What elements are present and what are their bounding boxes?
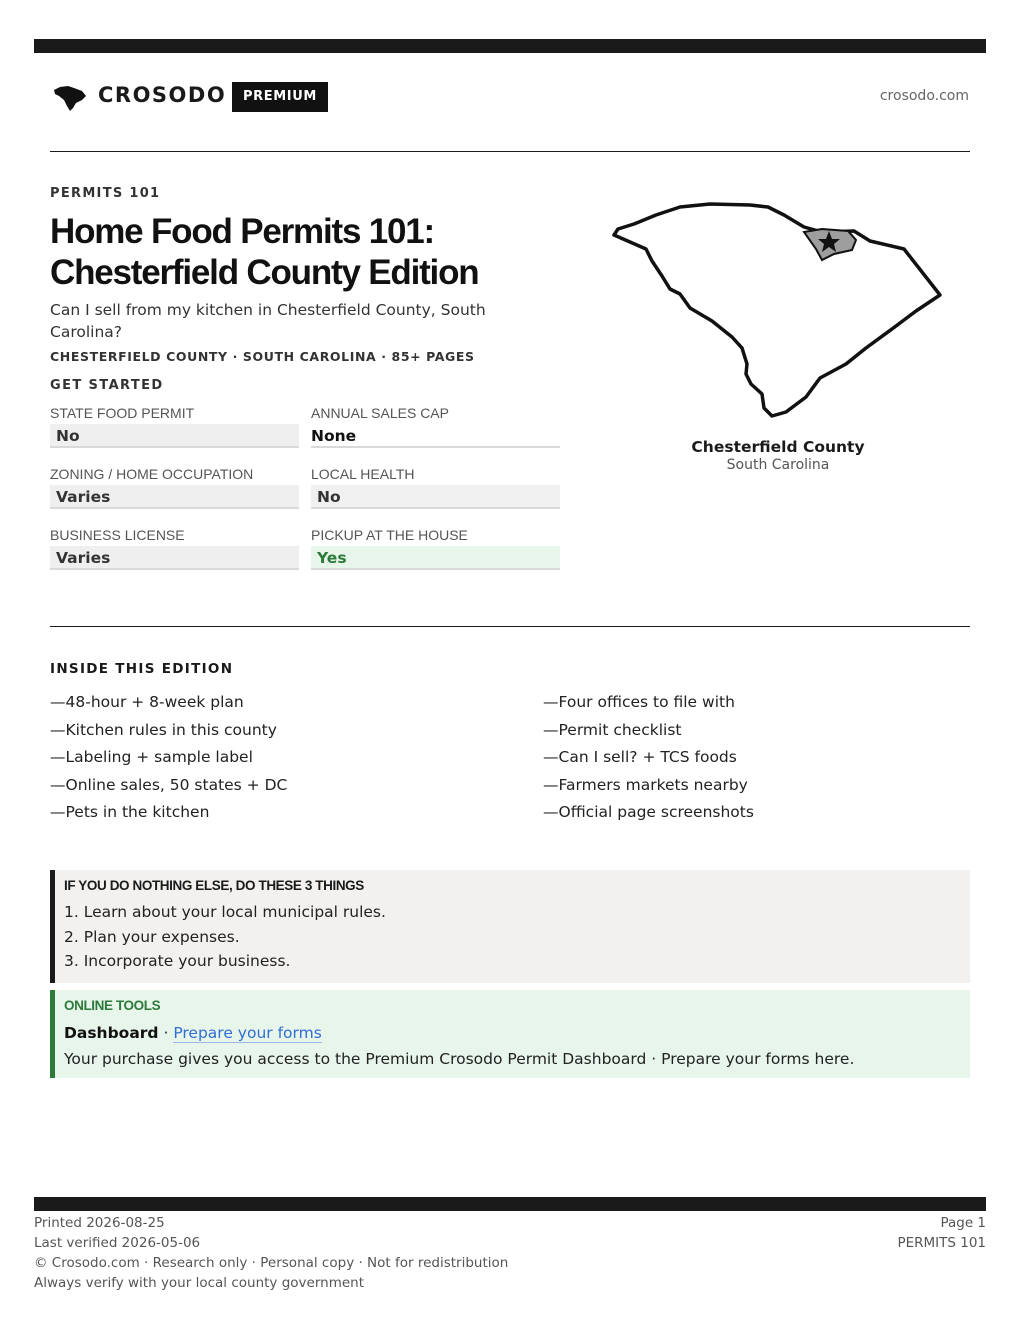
fact-zoning-home-occupation bbox=[50, 465, 299, 509]
fact-pickup-at-the-house bbox=[311, 526, 560, 570]
bottom-rule-bar bbox=[34, 1197, 986, 1211]
copyright-notice: © Crosodo.com · Research only · Personal copy · Not for redistribution bbox=[34, 1255, 509, 1271]
brand-name: CROSODO bbox=[98, 83, 227, 107]
fact-label: BUSINESS LICENSE bbox=[50, 527, 185, 543]
fact-business-license bbox=[50, 526, 299, 570]
list-item: —Pets in the kitchen bbox=[50, 803, 210, 821]
map-county-name: Chesterfield County bbox=[691, 438, 865, 456]
south-carolina-logo-icon bbox=[52, 84, 88, 112]
prepare-forms-link[interactable]: Prepare your forms bbox=[173, 1024, 322, 1042]
list-item: 1. Learn about your local municipal rules. bbox=[64, 903, 386, 921]
tips-list bbox=[64, 900, 970, 974]
page-header bbox=[50, 80, 970, 114]
callout-heading: IF YOU DO NOTHING ELSE, DO THESE 3 THINGS bbox=[64, 878, 364, 893]
footer-left bbox=[34, 1213, 508, 1293]
site-url-link[interactable]: crosodo.com bbox=[879, 88, 969, 104]
tools-links-line bbox=[64, 1020, 970, 1046]
page-subtitle: Can I sell from my kitchen in Chesterfield County, South Carolina? bbox=[50, 301, 486, 341]
verified-date: Last verified 2026-05-06 bbox=[34, 1235, 201, 1251]
fact-label: STATE FOOD PERMIT bbox=[50, 405, 195, 421]
state-county-map bbox=[608, 198, 948, 426]
dashboard-label: Dashboard bbox=[64, 1024, 159, 1042]
footer-section: PERMITS 101 bbox=[897, 1235, 986, 1251]
list-item: —Four offices to file with bbox=[543, 693, 735, 711]
get-started-heading: GET STARTED bbox=[50, 378, 164, 393]
fact-label: ANNUAL SALES CAP bbox=[311, 405, 449, 421]
list-item: —Can I sell? + TCS foods bbox=[543, 748, 737, 766]
section-divider bbox=[50, 626, 970, 627]
online-tools-callout bbox=[50, 990, 970, 1078]
fact-value: No bbox=[50, 424, 299, 448]
list-item: —Kitchen rules in this county bbox=[50, 720, 277, 739]
fact-annual-sales-cap bbox=[311, 404, 560, 448]
page-number: Page 1 bbox=[940, 1215, 986, 1231]
inside-edition-list-left bbox=[50, 689, 287, 827]
fact-local-health bbox=[311, 465, 560, 509]
list-item: —Farmers markets nearby bbox=[543, 775, 748, 794]
list-item: —48-hour + 8-week plan bbox=[50, 693, 244, 711]
premium-badge: PREMIUM bbox=[232, 82, 328, 112]
fact-state-food-permit bbox=[50, 404, 299, 448]
printed-date: Printed 2026-08-25 bbox=[34, 1215, 165, 1231]
map-caption bbox=[608, 438, 948, 473]
header-divider bbox=[50, 151, 970, 152]
list-item: —Official page screenshots bbox=[543, 803, 754, 821]
map-state-name: South Carolina bbox=[726, 457, 830, 473]
list-item: —Online sales, 50 states + DC bbox=[50, 775, 288, 794]
page-title: Home Food Permits 101: Chesterfield County Edition bbox=[50, 212, 479, 292]
tools-description: Your purchase gives you access to the Premium Crosodo Permit Dashboard · Prepare your forms here. bbox=[64, 1050, 855, 1068]
callout-heading: ONLINE TOOLS bbox=[64, 998, 161, 1013]
footer-right bbox=[897, 1213, 986, 1253]
fact-value: Varies bbox=[50, 546, 299, 570]
fact-value: Varies bbox=[50, 485, 299, 509]
three-things-callout bbox=[50, 870, 970, 983]
list-item: 3. Incorporate your business. bbox=[64, 952, 291, 970]
top-rule-bar bbox=[34, 39, 986, 53]
fact-label: PICKUP AT THE HOUSE bbox=[311, 527, 468, 543]
section-kicker: PERMITS 101 bbox=[50, 186, 161, 201]
inside-edition-list-right bbox=[543, 689, 754, 827]
verify-note: Always verify with your local county government bbox=[34, 1275, 364, 1291]
fact-value: None bbox=[311, 424, 560, 448]
fact-label: LOCAL HEALTH bbox=[311, 466, 415, 482]
inside-edition-heading: INSIDE THIS EDITION bbox=[50, 661, 234, 677]
list-item: 2. Plan your expenses. bbox=[64, 927, 240, 946]
fact-label: ZONING / HOME OCCUPATION bbox=[50, 466, 254, 482]
list-item: —Permit checklist bbox=[543, 720, 682, 739]
separator: · bbox=[158, 1024, 174, 1042]
south-carolina-outline bbox=[614, 204, 940, 416]
list-item: —Labeling + sample label bbox=[50, 748, 253, 766]
fact-value: No bbox=[311, 485, 560, 509]
fact-value: Yes bbox=[311, 546, 560, 570]
edition-meta: CHESTERFIELD COUNTY · SOUTH CAROLINA · 85+ PAGES bbox=[50, 349, 475, 364]
